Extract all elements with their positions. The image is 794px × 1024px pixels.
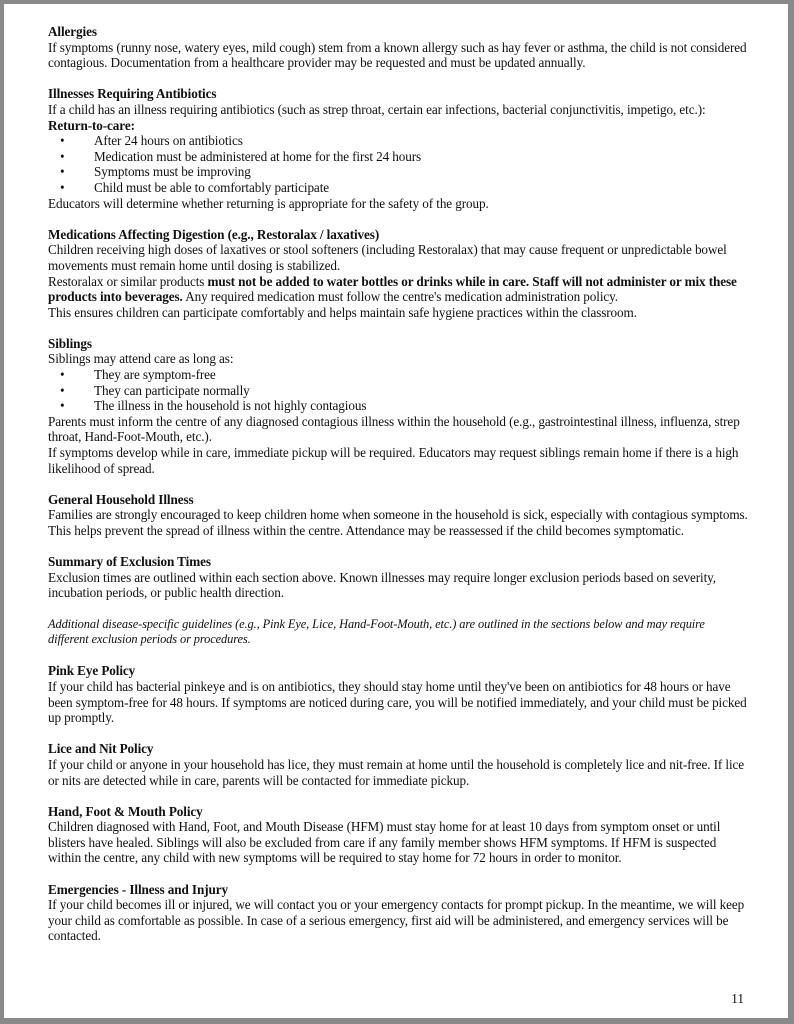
bullet-icon: • bbox=[60, 164, 65, 180]
page-content bbox=[48, 24, 748, 960]
section-siblings bbox=[48, 336, 748, 476]
section-body: If your child or anyone in your household has lice, they must remain at home until the household is completely lice and nit-free. If lice or nits are detected while in care, parents will be contacted for immediate pickup. bbox=[48, 756, 745, 788]
section-heading: Siblings bbox=[48, 335, 92, 351]
bullet-icon: • bbox=[60, 148, 65, 164]
section-pink-eye bbox=[48, 663, 748, 725]
section-antibiotics bbox=[48, 86, 748, 211]
section-body: Exclusion times are outlined within each section above. Known illnesses may require longer exclusion periods based on severity, incubation periods, or public health direction. bbox=[48, 569, 716, 601]
document-page bbox=[4, 4, 788, 1018]
disease-guidelines-note: Additional disease-specific guidelines (e.g., Pink Eye, Lice, Hand-Foot-Mouth, etc.) are outlined in the sections below and may require different exclusion periods or procedures. bbox=[48, 616, 705, 647]
list-item-text: The illness in the household is not highly contagious bbox=[94, 398, 367, 414]
section-body: Children diagnosed with Hand, Foot, and Mouth Disease (HFM) must stay home for at least 10 days from symptom onset or until blisters have healed. Siblings will also be excluded from care if any family member shows HFM symptoms. If HFM is suspected within the centre, any child with new symptoms will be required to stay home for 72 hours in order to monitor. bbox=[48, 819, 721, 866]
section-intro: Siblings may attend care as long as: bbox=[48, 351, 234, 367]
bullet-icon: • bbox=[60, 367, 65, 383]
section-heading: Lice and Nit Policy bbox=[48, 741, 154, 757]
section-heading: Summary of Exclusion Times bbox=[48, 554, 211, 570]
section-heading: Medications Affecting Digestion (e.g., Restoralax / laxatives) bbox=[48, 226, 380, 242]
list-item-text: After 24 hours on antibiotics bbox=[94, 133, 243, 149]
list-item-text: They are symptom-free bbox=[94, 367, 216, 383]
section-paragraph bbox=[48, 274, 748, 305]
list-item bbox=[48, 164, 748, 180]
section-lice bbox=[48, 741, 748, 788]
list-item bbox=[48, 180, 748, 196]
bullet-icon: • bbox=[60, 133, 65, 149]
section-paragraph: This ensures children can participate comfortably and helps maintain safe hygiene practices within the classroom. bbox=[48, 304, 637, 320]
section-allergies bbox=[48, 24, 748, 71]
list-item-text: Symptoms must be improving bbox=[94, 164, 251, 180]
section-heading: Allergies bbox=[48, 24, 97, 39]
section-emergencies bbox=[48, 882, 748, 944]
section-paragraph: Children receiving high doses of laxatives or stool softeners (including Restoralax) that may cause frequent or unpredictable bowel movements must remain home until dosing is stabilized. bbox=[48, 242, 727, 273]
bullet-icon: • bbox=[60, 382, 65, 398]
bullet-icon: • bbox=[60, 179, 65, 195]
list-item-text: Child must be able to comfortably participate bbox=[94, 179, 330, 195]
list-item bbox=[48, 133, 748, 149]
list-item-text: Medication must be administered at home for the first 24 hours bbox=[94, 148, 422, 164]
page-number: 11 bbox=[731, 991, 744, 1006]
section-heading: Hand, Foot & Mouth Policy bbox=[48, 803, 203, 819]
list-item bbox=[48, 149, 748, 165]
return-to-care-label: Return-to-care: bbox=[48, 117, 135, 133]
section-body: Families are strongly encouraged to keep children home when someone in the household is sick, especially with contagious symptoms. This helps prevent the spread of illness within the centre. Attendance may be reassessed if the child becomes symptomatic. bbox=[48, 507, 748, 538]
paragraph-emphasis: must not be added to water bottles or drinks while in care. Staff will not administer or mix these products into beverages. bbox=[48, 273, 737, 305]
section-outro: Educators will determine whether returning is appropriate for the safety of the group. bbox=[48, 195, 489, 211]
section-paragraph: Parents must inform the centre of any diagnosed contagious illness within the household (e.g., gastrointestinal illness, influenza, strep throat, Hand-Foot-Mouth, etc.). bbox=[48, 413, 740, 445]
section-household-illness bbox=[48, 492, 748, 539]
section-heading: General Household Illness bbox=[48, 491, 194, 507]
paragraph-tail: Any required medication must follow the centre's medication administration policy. bbox=[182, 289, 618, 305]
section-exclusion-times bbox=[48, 554, 748, 601]
section-heading: Emergencies - Illness and Injury bbox=[48, 881, 228, 897]
section-body: If your child becomes ill or injured, we will contact you or your emergency contacts for prompt pickup. In the meantime, we will keep your child as comfortable as possible. In case of a serious emergency, first aid will be administered, and emergency services will be contacted. bbox=[48, 897, 745, 944]
section-paragraph: If symptoms develop while in care, immediate pickup will be required. Educators may request siblings remain home if there is a high likelihood of spread. bbox=[48, 445, 739, 476]
list-item bbox=[48, 383, 748, 399]
section-digestion bbox=[48, 227, 748, 321]
section-heading: Illnesses Requiring Antibiotics bbox=[48, 86, 217, 102]
list-item bbox=[48, 398, 748, 414]
siblings-conditions-list bbox=[48, 367, 748, 414]
section-body: If your child has bacterial pinkeye and is on antibiotics, they should stay home until they've been on antibiotics for 48 hours or have been symptom-free for 48 hours. If symptoms are noticed during care, you will be notified immediately, and your child must be picked up promptly. bbox=[48, 678, 747, 726]
section-intro: If a child has an illness requiring antibiotics (such as strep throat, certain ear infections, bacterial conjunctivitis, impetigo, etc.): bbox=[48, 101, 706, 117]
list-item bbox=[48, 367, 748, 383]
return-to-care-list bbox=[48, 133, 748, 195]
section-body: If symptoms (runny nose, watery eyes, mild cough) stem from a known allergy such as hay fever or asthma, the child is not considered contagious. Documentation from a healthcare provider may be requested and must be updated annually. bbox=[48, 39, 747, 71]
list-item-text: They can participate normally bbox=[94, 382, 250, 398]
bullet-icon: • bbox=[60, 398, 65, 414]
paragraph-lead: Restoralax or similar products bbox=[48, 273, 208, 289]
section-hand-foot-mouth bbox=[48, 804, 748, 866]
section-heading: Pink Eye Policy bbox=[48, 663, 136, 679]
